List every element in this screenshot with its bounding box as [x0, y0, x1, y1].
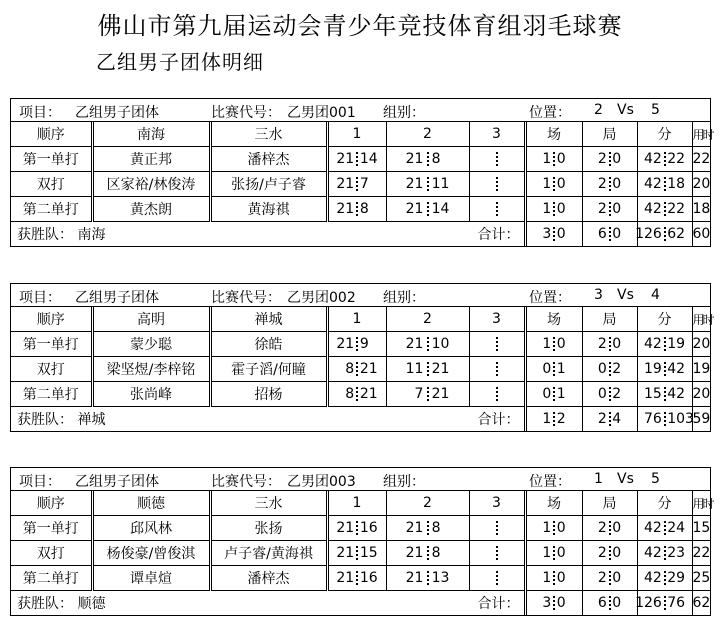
score-cell: 2 0	[582, 172, 637, 197]
column-header-row	[11, 307, 710, 332]
position-label: 位置：	[529, 474, 571, 490]
order-header: 顺序	[11, 307, 92, 332]
time-cell: 20	[692, 382, 710, 407]
winner-label: 获胜队：	[17, 412, 73, 428]
code-label: 比赛代号：	[211, 290, 281, 306]
order-cell: 第一单打	[11, 332, 92, 357]
order-cell: 第一单打	[11, 147, 92, 172]
page-subtitle: 乙组男子团体明细	[96, 50, 264, 74]
order-header: 顺序	[11, 122, 92, 147]
time-cell: 19	[692, 357, 710, 382]
team-b-name: 三水	[210, 491, 327, 516]
points-header: 分	[637, 491, 692, 516]
score-cell: 2 0	[582, 197, 637, 222]
score-cell	[469, 541, 525, 566]
match-detail-table	[11, 307, 713, 431]
games-header: 局	[582, 307, 637, 332]
score-cell: 21 9	[327, 332, 386, 357]
score-cell: 1 0	[525, 332, 582, 357]
player-a-cell: 杨俊豪/曾俊淇	[92, 541, 210, 566]
score-cell: 21 16	[327, 516, 386, 541]
time-header: 用时	[692, 122, 710, 147]
table-row	[11, 197, 710, 222]
score-cell: 42 22	[637, 147, 692, 172]
score-cell	[469, 332, 525, 357]
position-a: 2	[594, 102, 603, 118]
summary-row	[11, 591, 710, 616]
page-title: 佛山市第九届运动会青少年竞技体育组羽毛球赛	[97, 12, 623, 40]
score-cell: 2 0	[582, 332, 637, 357]
position-b: 5	[651, 102, 660, 118]
item-label: 项目：	[19, 290, 61, 306]
total-label: 合计：	[327, 407, 525, 432]
total-label: 合计：	[327, 222, 525, 247]
score-cell: 21 8	[386, 541, 469, 566]
game3-header: 3	[469, 122, 525, 147]
score-cell: 21 14	[386, 197, 469, 222]
player-a-cell: 张尚峰	[92, 382, 210, 407]
game1-header: 1	[327, 491, 386, 516]
vs-label: Vs	[617, 102, 634, 118]
games-header: 局	[582, 122, 637, 147]
match-table	[10, 283, 711, 432]
group-label: 组别：	[383, 474, 425, 490]
player-b-cell: 卢子睿/黄海祺	[210, 541, 327, 566]
game1-header: 1	[327, 122, 386, 147]
score-cell: 1 0	[525, 541, 582, 566]
code-value: 乙男团001	[287, 105, 356, 121]
code-value: 乙男团003	[287, 474, 356, 490]
player-a-cell: 黄正邦	[92, 147, 210, 172]
item-label: 项目：	[19, 105, 61, 121]
game3-header: 3	[469, 491, 525, 516]
group-label: 组别：	[383, 105, 425, 121]
team-a-name: 顺德	[92, 491, 210, 516]
match-header	[11, 99, 710, 122]
player-a-cell: 邱风林	[92, 516, 210, 541]
team-a-name: 南海	[92, 122, 210, 147]
score-cell: 1 2	[525, 407, 582, 432]
score-cell: 42 18	[637, 172, 692, 197]
score-cell: 2 0	[582, 516, 637, 541]
score-cell: 0 1	[525, 382, 582, 407]
match-detail-table	[11, 122, 713, 246]
item-value: 乙组男子团体	[75, 105, 159, 121]
code-label: 比赛代号：	[211, 474, 281, 490]
winner-team: 禅城	[77, 412, 106, 428]
score-cell: 7 21	[386, 382, 469, 407]
match-header	[11, 284, 710, 307]
score-cell: 21 8	[327, 197, 386, 222]
winner-cell	[11, 591, 327, 616]
score-cell: 11 21	[386, 357, 469, 382]
vs-label: Vs	[617, 287, 634, 303]
position-label: 位置：	[529, 290, 571, 306]
score-cell: 2 0	[582, 147, 637, 172]
score-cell: 0 2	[582, 382, 637, 407]
player-a-cell: 黄杰朗	[92, 197, 210, 222]
winner-cell	[11, 222, 327, 247]
match-detail-table	[11, 491, 713, 615]
position-b: 4	[651, 287, 660, 303]
score-cell: 2 0	[582, 541, 637, 566]
score-cell: 21 13	[386, 566, 469, 591]
order-cell: 第二单打	[11, 197, 92, 222]
score-cell: 42 29	[637, 566, 692, 591]
score-cell	[469, 197, 525, 222]
score-cell: 15 42	[637, 382, 692, 407]
score-cell: 21 16	[327, 566, 386, 591]
time-cell: 18	[692, 197, 710, 222]
score-cell: 1 0	[525, 516, 582, 541]
score-cell	[469, 172, 525, 197]
score-cell: 21 15	[327, 541, 386, 566]
score-cell	[469, 147, 525, 172]
match-table	[10, 98, 711, 247]
score-cell: 8 21	[327, 382, 386, 407]
score-cell: 0 1	[525, 357, 582, 382]
summary-row	[11, 222, 710, 247]
score-cell: 126 76	[637, 591, 692, 616]
position-label: 位置：	[529, 105, 571, 121]
team-a-name: 高明	[92, 307, 210, 332]
total-time-cell: 62	[692, 591, 710, 616]
score-cell	[469, 382, 525, 407]
winner-label: 获胜队：	[17, 227, 73, 243]
score-cell	[469, 566, 525, 591]
score-cell: 1 0	[525, 566, 582, 591]
code-label: 比赛代号：	[211, 105, 281, 121]
position-a: 1	[594, 471, 603, 487]
time-cell: 20	[692, 332, 710, 357]
score-cell: 21 8	[386, 147, 469, 172]
score-cell: 21 14	[327, 147, 386, 172]
score-cell: 3 0	[525, 222, 582, 247]
total-label: 合计：	[327, 591, 525, 616]
match-header	[11, 468, 710, 491]
winner-cell	[11, 407, 327, 432]
score-cell: 76 103	[637, 407, 692, 432]
score-cell: 1 0	[525, 147, 582, 172]
score-cell: 21 10	[386, 332, 469, 357]
player-b-cell: 张扬/卢子睿	[210, 172, 327, 197]
player-b-cell: 张扬	[210, 516, 327, 541]
player-a-cell: 谭卓煊	[92, 566, 210, 591]
table-row	[11, 516, 710, 541]
score-cell: 3 0	[525, 591, 582, 616]
position-b: 5	[651, 471, 660, 487]
time-cell: 22	[692, 147, 710, 172]
points-header: 分	[637, 307, 692, 332]
score-cell: 1 0	[525, 197, 582, 222]
group-label: 组别：	[383, 290, 425, 306]
summary-row	[11, 407, 710, 432]
game2-header: 2	[386, 122, 469, 147]
score-cell: 1 0	[525, 172, 582, 197]
table-row	[11, 566, 710, 591]
score-cell: 2 4	[582, 407, 637, 432]
game2-header: 2	[386, 307, 469, 332]
winner-team: 顺德	[77, 596, 106, 612]
column-header-row	[11, 122, 710, 147]
score-cell: 42 23	[637, 541, 692, 566]
score-cell: 42 19	[637, 332, 692, 357]
table-row	[11, 147, 710, 172]
player-a-cell: 蒙少聪	[92, 332, 210, 357]
order-cell: 第一单打	[11, 516, 92, 541]
total-time-cell: 60	[692, 222, 710, 247]
score-cell: 6 0	[582, 591, 637, 616]
score-cell: 19 42	[637, 357, 692, 382]
order-cell: 第二单打	[11, 566, 92, 591]
score-cell: 8 21	[327, 357, 386, 382]
score-cell: 21 11	[386, 172, 469, 197]
player-b-cell: 招杨	[210, 382, 327, 407]
code-value: 乙男团002	[287, 290, 356, 306]
games-header: 局	[582, 491, 637, 516]
player-b-cell: 霍子滔/何瞳	[210, 357, 327, 382]
order-cell: 第二单打	[11, 382, 92, 407]
item-value: 乙组男子团体	[75, 474, 159, 490]
match-table	[10, 467, 711, 616]
item-label: 项目：	[19, 474, 61, 490]
table-row	[11, 332, 710, 357]
order-header: 顺序	[11, 491, 92, 516]
table-row	[11, 172, 710, 197]
game3-header: 3	[469, 307, 525, 332]
player-a-cell: 梁坚煜/李梓铭	[92, 357, 210, 382]
matches-header: 场	[525, 491, 582, 516]
game2-header: 2	[386, 491, 469, 516]
score-cell	[469, 357, 525, 382]
points-header: 分	[637, 122, 692, 147]
score-cell: 2 0	[582, 566, 637, 591]
time-cell: 20	[692, 172, 710, 197]
time-cell: 25	[692, 566, 710, 591]
order-cell: 双打	[11, 541, 92, 566]
item-value: 乙组男子团体	[75, 290, 159, 306]
position-a: 3	[594, 287, 603, 303]
score-cell: 21 8	[386, 516, 469, 541]
matches-header: 场	[525, 122, 582, 147]
time-cell: 15	[692, 516, 710, 541]
matches-header: 场	[525, 307, 582, 332]
score-cell: 126 62	[637, 222, 692, 247]
order-cell: 双打	[11, 172, 92, 197]
time-header: 用时	[692, 491, 710, 516]
score-cell: 42 22	[637, 197, 692, 222]
game1-header: 1	[327, 307, 386, 332]
time-header: 用时	[692, 307, 710, 332]
table-row	[11, 541, 710, 566]
time-cell: 22	[692, 541, 710, 566]
table-row	[11, 357, 710, 382]
player-b-cell: 徐皓	[210, 332, 327, 357]
score-cell: 21 7	[327, 172, 386, 197]
team-b-name: 禅城	[210, 307, 327, 332]
score-cell: 42 24	[637, 516, 692, 541]
winner-team: 南海	[77, 227, 106, 243]
score-cell	[469, 516, 525, 541]
total-time-cell: 59	[692, 407, 710, 432]
score-cell: 6 0	[582, 222, 637, 247]
player-b-cell: 潘梓杰	[210, 147, 327, 172]
vs-label: Vs	[617, 471, 634, 487]
column-header-row	[11, 491, 710, 516]
player-b-cell: 黄海祺	[210, 197, 327, 222]
table-row	[11, 382, 710, 407]
team-b-name: 三水	[210, 122, 327, 147]
winner-label: 获胜队：	[17, 596, 73, 612]
score-cell: 0 2	[582, 357, 637, 382]
player-a-cell: 区家裕/林俊涛	[92, 172, 210, 197]
order-cell: 双打	[11, 357, 92, 382]
player-b-cell: 潘梓杰	[210, 566, 327, 591]
